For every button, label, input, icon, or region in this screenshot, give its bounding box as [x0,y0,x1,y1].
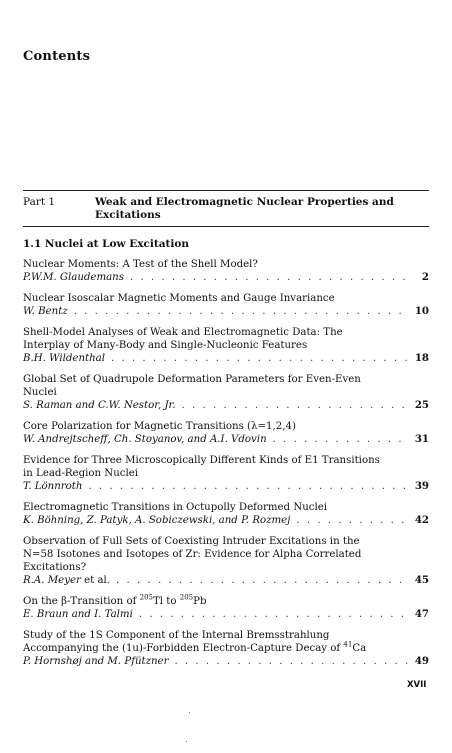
entry-title: Shell-Model Analyses of Weak and Electromagnetic Data: The Interplay of Many-Body and Single-Nucleonic Features [23,327,343,351]
entry-page-number: 31 [414,433,429,445]
part-title: Weak and Electromagnetic Nuclear Properties and Excitations [95,196,394,221]
entry-title: Electromagnetic Transitions in Octupolly Deformed Nuclei [23,502,328,513]
entry-title: Core Polarization for Magnetic Transitions (λ=1,2,4) [23,421,296,432]
toc-entry[interactable] [23,454,429,493]
entry-page-number: 49 [414,655,429,667]
entry-page-number: 47 [414,608,429,620]
toc-entry[interactable] [23,501,429,527]
entry-authors: R.A. Meyer et al. [23,575,111,586]
toc-entry[interactable] [23,420,429,446]
entry-page-number: 42 [414,514,429,526]
scan-speck [189,712,190,713]
entry-authors: E. Braun and I. Talmi [23,609,133,620]
entry-title: Nuclear Isoscalar Magnetic Moments and Gauge Invariance [23,293,335,304]
part-label: Part 1 [23,196,56,208]
entry-page-number: 10 [414,305,429,317]
page-title: Contents [23,49,91,64]
entry-title: Nuclear Moments: A Test of the Shell Model? [23,259,258,270]
toc-entry[interactable] [23,292,429,318]
dot-leader [139,608,409,621]
entry-authors: W. Bentz [23,306,68,317]
entry-page-number: 2 [421,271,429,283]
toc-entry[interactable] [23,326,429,365]
dot-leader [111,352,409,365]
page-folio: XVII [407,680,427,690]
dot-leader [182,399,409,412]
entry-authors: W. Andrejtscheff, Ch. Stoyanov, and A.I. Vdovin [23,434,267,445]
entry-page-number: 45 [414,574,429,586]
toc-entry[interactable] [23,535,429,587]
scan-speck [186,741,187,742]
entry-authors: P.W.M. Glaudemans [23,272,124,283]
entry-title: Study of the 1S Component of the Internal Bremsstrahlung Accompanying the (1u)-Forbidden Electron-Capture Decay of $^{41}$Ca [23,630,367,654]
entry-title: Observation of Full Sets of Coexisting Intruder Excitations in the N=58 Isotones and Isotopes of Zr: Evidence for Alpha Correlated Excitations? [23,536,362,573]
dot-leader [130,271,409,284]
toc-entry[interactable] [23,258,429,284]
toc-entry[interactable] [23,629,429,668]
dot-leader [174,655,408,668]
entry-page-number: 18 [414,352,429,364]
dot-leader [296,514,408,527]
toc-entry[interactable] [23,595,429,621]
toc-list [23,258,429,676]
entry-page-number: 39 [414,480,429,492]
entry-title: On the β-Transition of $^{205}$Tl to $^{205}$Pb [23,593,207,607]
entry-title: Global Set of Quadrupole Deformation Parameters for Even-Even Nuclei [23,374,361,398]
section-heading: 1.1 Nuclei at Low Excitation [23,238,190,250]
entry-page-number: 25 [414,399,429,411]
part-top-rule [23,190,429,191]
part-bottom-rule [23,226,429,227]
toc-entry[interactable] [23,373,429,412]
dot-leader [116,574,409,587]
entry-title: Evidence for Three Microscopically Different Kinds of E1 Transitions in Lead-Region Nuclei [23,455,380,479]
dot-leader [88,480,408,493]
dot-leader [273,433,409,446]
dot-leader [74,305,409,318]
entry-authors: T. Lönnroth [23,481,83,492]
entry-authors: S. Raman and C.W. Nestor, Jr. [23,400,176,411]
entry-authors: P. Hornshøj and M. Pfützner [23,656,169,667]
entry-authors: B.H. Wildenthal [23,353,105,364]
entry-authors: K. Böhning, Z. Patyk, A. Sobiczewski, and P. Rozmej [23,515,291,526]
